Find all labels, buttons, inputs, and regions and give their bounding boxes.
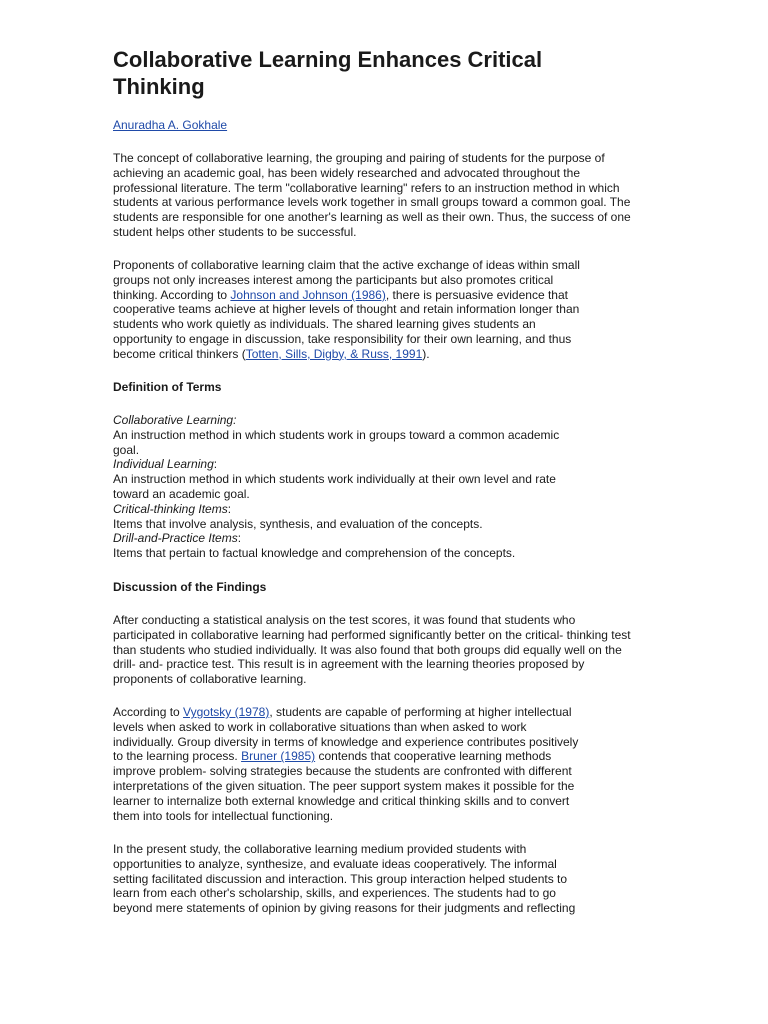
definition-line: An instruction method in which students work individually at their own level and rate	[113, 472, 556, 487]
text-line: learn from each other's scholarship, skills, and experiences. The students had to go	[113, 886, 556, 901]
text-line: student helps other students to be successful.	[113, 224, 357, 239]
citation-link-totten[interactable]: Totten, Sills, Digby, & Russ, 1991	[245, 346, 423, 361]
term-name: Critical-thinking Items	[113, 501, 228, 516]
text-line: interpretations of the given situation. The peer support system makes it possible for the	[113, 778, 575, 793]
text-line	[113, 347, 580, 362]
text-line: them into tools for intellectual functioning.	[113, 808, 334, 823]
text-line: professional literature. The term "collaborative learning" refers to an instruction method in which	[113, 180, 620, 195]
text-line: The concept of collaborative learning, the grouping and pairing of students for the purpose of	[113, 151, 605, 165]
text-line: After conducting a statistical analysis on the test scores, it was found that students who	[113, 613, 576, 627]
definition-line: goal.	[113, 442, 140, 457]
definition-line: An instruction method in which students work in groups toward a common academic	[113, 427, 560, 442]
text-line	[113, 288, 580, 303]
term-colon: :	[233, 413, 237, 427]
text-line: students at various performance levels work together in small groups toward a common goal. The	[113, 195, 631, 210]
term-colon: :	[213, 457, 218, 472]
title-line: Collaborative Learning Enhances Critical	[113, 47, 543, 72]
term-line	[113, 457, 559, 472]
text-line: students who work quietly as individuals. The shared learning gives students an	[113, 317, 536, 332]
text-line: proponents of collaborative learning.	[113, 672, 307, 687]
text-line: achieving an academic goal, has been widely researched and advocated throughout the	[113, 165, 580, 180]
text-line	[113, 749, 578, 764]
text-line: learner to internalize both external knowledge and critical thinking skills and to convert	[113, 793, 570, 808]
paragraph-findings	[113, 613, 631, 687]
text-line: setting facilitated discussion and interaction. This group interaction helped students to	[113, 871, 568, 886]
paragraph-vygotsky	[113, 705, 578, 823]
text-segment: contends that cooperative learning methods	[315, 749, 552, 764]
paragraph-proponents	[113, 258, 580, 362]
definition-line: Items that pertain to factual knowledge and comprehension of the concepts.	[113, 546, 516, 561]
author-link[interactable]: Anuradha A. Gokhale	[113, 118, 228, 132]
term-name: Individual Learning	[113, 457, 214, 472]
definitions-list	[113, 413, 559, 561]
text-segment: According to	[113, 705, 184, 719]
section-heading-findings: Discussion of the Findings	[113, 580, 267, 594]
text-line: than students who studied individually. It was also found that both groups did equally well on the	[113, 642, 622, 657]
definition-line: toward an academic goal.	[113, 486, 250, 501]
text-line: students are responsible for one another's learning as well as their own. Thus, the success of one	[113, 210, 631, 225]
term-colon: :	[227, 501, 232, 516]
text-line: groups not only increases interest among the participants but also promotes critical	[113, 272, 554, 287]
text-line: Proponents of collaborative learning claim that the active exchange of ideas within small	[113, 258, 580, 272]
text-segment: thinking. According to	[113, 287, 231, 302]
citation-link-bruner[interactable]: Bruner (1985)	[241, 749, 316, 764]
page-title	[113, 46, 673, 100]
definition-line: Items that involve analysis, synthesis, and evaluation of the concepts.	[113, 516, 483, 531]
text-line: levels when asked to work in collaborative situations than when asked to work	[113, 719, 527, 734]
term-line	[113, 531, 559, 546]
section-heading-terms: Definition of Terms	[113, 380, 222, 394]
text-line: participated in collaborative learning had performed significantly better on the critical- thinking test	[113, 627, 631, 642]
citation-link-vygotsky[interactable]: Vygotsky (1978)	[183, 705, 270, 719]
text-segment: , there is persuasive evidence that	[385, 287, 568, 302]
term-name: Drill-and-Practice Items	[113, 531, 238, 546]
term-colon: :	[237, 531, 242, 546]
text-segment: become critical thinkers (	[113, 346, 246, 361]
term-line	[113, 413, 559, 428]
text-line: cooperative teams achieve at higher levels of thought and retain information longer than	[113, 302, 580, 317]
term-line	[113, 502, 559, 517]
text-line: opportunity to engage in discussion, take responsibility for their own learning, and thus	[113, 331, 572, 346]
author-link-container	[113, 117, 227, 133]
text-line: opportunities to analyze, synthesize, and evaluate ideas cooperatively. The informal	[113, 856, 557, 871]
title-line: Thinking	[113, 74, 205, 99]
text-line: beyond mere statements of opinion by giving reasons for their judgments and reflecting	[113, 901, 576, 916]
text-line: In the present study, the collaborative learning medium provided students with	[113, 842, 527, 856]
text-segment: ).	[422, 346, 430, 361]
text-segment: , students are capable of performing at higher intellectual	[269, 705, 572, 719]
text-line: improve problem- solving strategies because the students are confronted with different	[113, 764, 572, 779]
text-segment: to the learning process.	[113, 749, 242, 764]
text-line: individually. Group diversity in terms of knowledge and experience contributes positively	[113, 734, 579, 749]
term-name: Collaborative Learning	[113, 413, 234, 427]
paragraph-intro	[113, 151, 631, 240]
text-line	[113, 705, 578, 720]
citation-link-johnson[interactable]: Johnson and Johnson (1986)	[230, 287, 386, 302]
paragraph-present-study	[113, 842, 575, 916]
text-line: drill- and- practice test. This result is in agreement with the learning theories proposed by	[113, 657, 585, 672]
